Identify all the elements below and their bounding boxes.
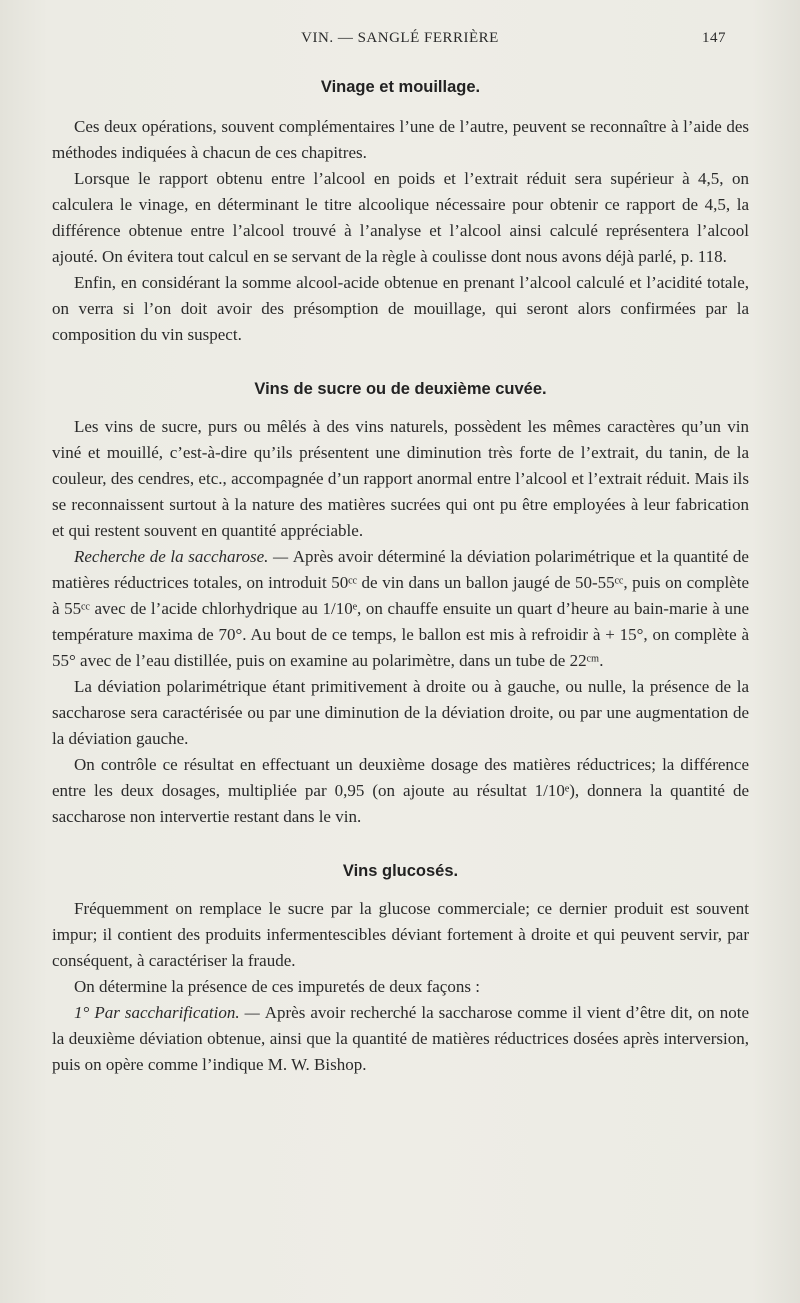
paragraph: On détermine la présence de ces impuretés de deux façons :	[74, 977, 480, 996]
section-heading-vins-de-sucre: Vins de sucre ou de deuxième cuvée.	[254, 380, 547, 398]
section-heading-vinage: Vinage et mouillage.	[320, 78, 481, 96]
paragraph: Ces deux opérations, souvent complémentaires l’une de l’autre, peuvent se reconnaître à l’aide des méthodes indiquées à chacun de ces chapitres.	[52, 117, 749, 162]
paragraph: On contrôle ce résultat en effectuant un deuxième dosage des matières réductrices; la différence entre les deux dosages, multipliée par 0,95 (on ajoute au résultat 1/10ᵉ), donnera la quantité de saccharose non intervertie restant dans le vin.	[52, 755, 749, 826]
paragraph-lead-in: 1° Par saccharification. —	[74, 1003, 265, 1022]
paragraph-body: Après avoir déterminé la déviation polarimétrique et la quantité de matières réductrices totales, on introduit 50ᶜᶜ de vin dans un ballon jaugé de 50-55ᶜᶜ, puis on complète à 55ᶜᶜ avec de l’acide chlorhydrique au 1/10ᵉ, on chauffe ensuite un quart d’heure au bain-marie à une température maxima de 70°. Au bout de ce temps, le ballon est mis à refroidir à + 15°, on complète à 55° avec de l’eau distillée, puis on examine au polarimètre, dans un tube de 22ᶜᵐ.	[52, 547, 749, 670]
paragraph: Lorsque le rapport obtenu entre l’alcool en poids et l’extrait réduit sera supérieur à 4,5, on calculera le vinage, en déterminant le titre alcoolique nécessaire pour obtenir ce rapport de 4,5, la différence obtenue entre l’alcool trouvé à l’analyse et l’alcool ainsi calculé représentera l’alcool ajouté. On évitera tout calcul en se servant de la règle à coulisse dont nous avons déjà parlé, p. 118.	[52, 169, 749, 266]
paragraph-body: Après avoir recherché la saccharose comme il vient d’être dit, on note la deuxième déviation obtenue, ainsi que la quantité de matières réductrices dosées après interversion, puis on opère comme l’indique M. W. Bishop.	[52, 1003, 749, 1074]
paragraph-with-lead	[52, 1000, 749, 1078]
page-number: 147	[702, 30, 726, 46]
paragraph-with-lead	[52, 544, 749, 674]
paragraph: La déviation polarimétrique étant primitivement à droite ou à gauche, ou nulle, la présence de la saccharose sera caractérisée ou par une diminution de la déviation droite, ou par une augmentation de la déviation gauche.	[52, 677, 749, 748]
running-head	[0, 30, 800, 52]
paragraph: Fréquemment on remplace le sucre par la glucose commerciale; ce dernier produit est souvent impur; il contient des produits infermentescibles déviant fortement à droite et qui peuvent servir, par conséquent, à caractériser la fraude.	[52, 899, 749, 970]
paragraph: Enfin, en considérant la somme alcool-acide obtenue en prenant l’alcool calculé et l’acidité totale, on verra si l’on doit avoir des présomption de mouillage, qui seront alors confirmées par la composition du vin suspect.	[52, 273, 749, 344]
section-heading-vins-glucoses: Vins glucosés.	[342, 862, 459, 880]
paragraph: Les vins de sucre, purs ou mêlés à des vins naturels, possèdent les mêmes caractères qu’un vin viné et mouillé, c’est-à-dire qu’ils présentent une diminution très forte de l’extrait, du tanin, de la couleur, des cendres, etc., accompagnée d’un rapport anormal entre l’alcool et l’extrait réduit. Mais ils se reconnaissent surtout à la nature des matières sucrées qui ont pu être employées à leur fabrication et qui restent souvent en quantité appréciable.	[52, 417, 749, 540]
running-title: VIN. — SANGLÉ FERRIÈRE	[301, 30, 499, 46]
paragraph-lead-in: Recherche de la saccharose. —	[74, 547, 293, 566]
body-text	[52, 72, 749, 1078]
